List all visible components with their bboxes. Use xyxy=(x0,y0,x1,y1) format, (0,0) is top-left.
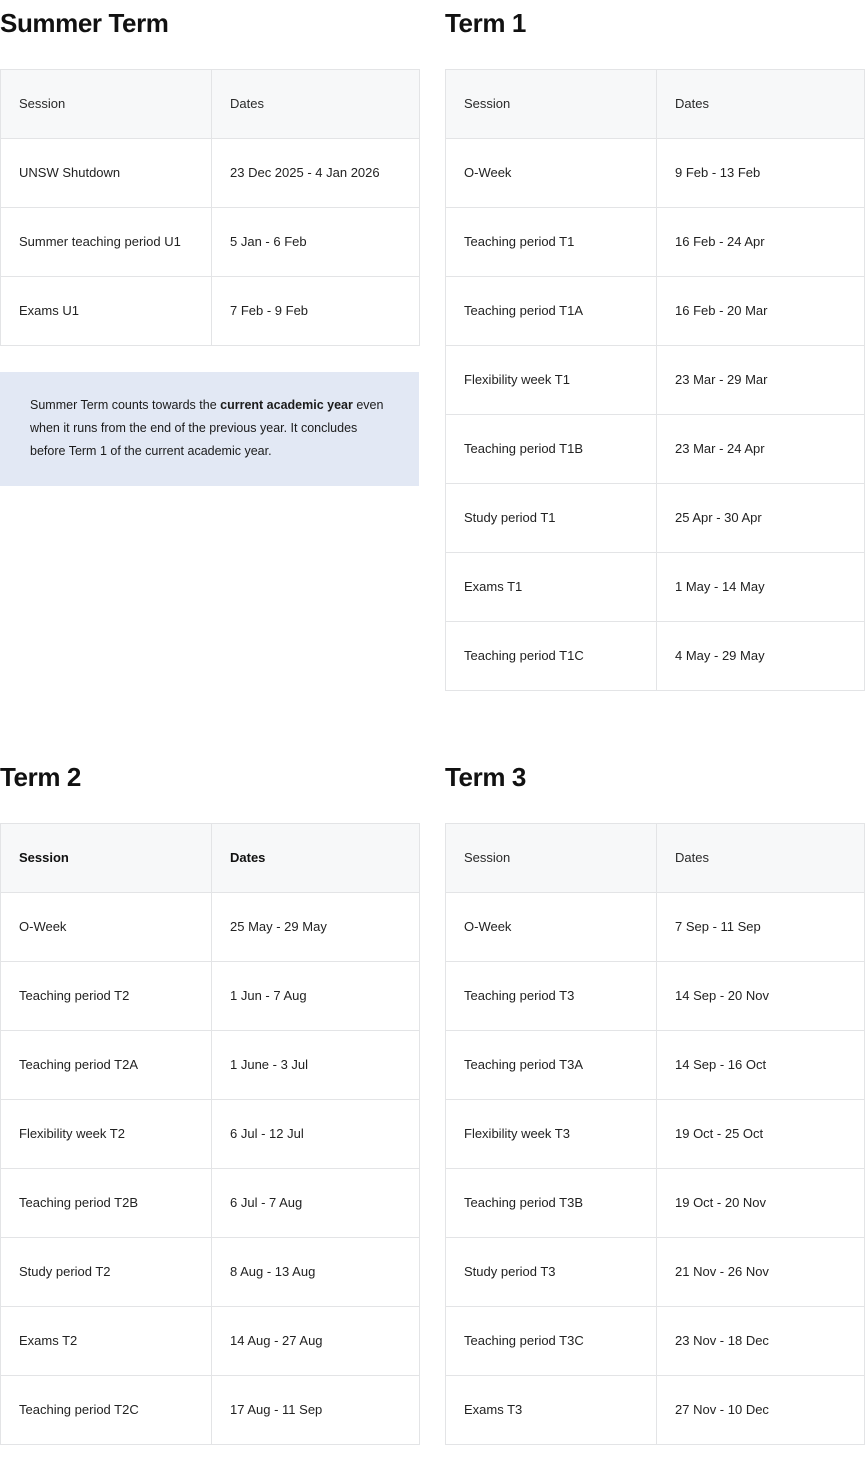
table-row xyxy=(446,1169,865,1238)
summer-term-note xyxy=(0,372,419,485)
cell-dates: 19 Oct - 20 Nov xyxy=(657,1169,865,1238)
cell-dates: 23 Mar - 24 Apr xyxy=(657,415,865,484)
summer-term-block xyxy=(0,8,419,486)
cell-session: Exams T3 xyxy=(446,1376,657,1445)
term-3-block xyxy=(445,762,864,1445)
summer-term-table xyxy=(0,69,420,346)
note-text-before: Summer Term counts towards the xyxy=(30,398,221,413)
page-title-term-3: Term 3 xyxy=(445,762,526,792)
cell-session: Flexibility week T2 xyxy=(1,1100,212,1169)
cell-dates: 23 Mar - 29 Mar xyxy=(657,346,865,415)
page-title-term-1: Term 1 xyxy=(445,8,526,38)
table-row xyxy=(1,1238,420,1307)
column-header-session: Session xyxy=(446,70,657,139)
cell-session: Teaching period T3A xyxy=(446,1031,657,1100)
table-row xyxy=(446,622,865,691)
cell-session: Teaching period T1C xyxy=(446,622,657,691)
note-text-after: even when it runs from the end of the previous year. It concludes before Term 1 of the current academic year. xyxy=(30,398,384,459)
table-row xyxy=(446,346,865,415)
cell-session: Flexibility week T1 xyxy=(446,346,657,415)
page-title-summer-term: Summer Term xyxy=(0,8,169,38)
cell-dates: 14 Aug - 27 Aug xyxy=(212,1307,420,1376)
cell-session: Exams T1 xyxy=(446,553,657,622)
cell-dates: 6 Jul - 12 Jul xyxy=(212,1100,420,1169)
column-header-dates: Dates xyxy=(657,70,865,139)
cell-dates: 23 Nov - 18 Dec xyxy=(657,1307,865,1376)
table-row xyxy=(446,277,865,346)
cell-dates: 14 Sep - 20 Nov xyxy=(657,962,865,1031)
table-row xyxy=(1,1169,420,1238)
cell-dates: 16 Feb - 24 Apr xyxy=(657,208,865,277)
term-2-table xyxy=(0,823,420,1445)
table-row xyxy=(1,1307,420,1376)
term-3-table xyxy=(445,823,865,1445)
cell-session: Study period T1 xyxy=(446,484,657,553)
cell-dates: 27 Nov - 10 Dec xyxy=(657,1376,865,1445)
cell-session: Teaching period T2 xyxy=(1,962,212,1031)
column-header-session: Session xyxy=(1,824,212,893)
note-text-bold: current academic year xyxy=(220,398,353,413)
cell-session: Teaching period T1 xyxy=(446,208,657,277)
cell-session: O-Week xyxy=(446,139,657,208)
column-header-dates: Dates xyxy=(212,70,420,139)
cell-dates: 7 Feb - 9 Feb xyxy=(212,277,420,346)
table-row xyxy=(1,277,420,346)
cell-dates: 9 Feb - 13 Feb xyxy=(657,139,865,208)
cell-dates: 25 May - 29 May xyxy=(212,893,420,962)
table-row xyxy=(446,1307,865,1376)
cell-session: O-Week xyxy=(1,893,212,962)
cell-session: Teaching period T2A xyxy=(1,1031,212,1100)
term-2-block xyxy=(0,762,419,1445)
column-header-session: Session xyxy=(446,824,657,893)
cell-session: Flexibility week T3 xyxy=(446,1100,657,1169)
cell-dates: 17 Aug - 11 Sep xyxy=(212,1376,420,1445)
table-row xyxy=(446,415,865,484)
table-row xyxy=(446,1031,865,1100)
cell-dates: 19 Oct - 25 Oct xyxy=(657,1100,865,1169)
cell-session: Summer teaching period U1 xyxy=(1,208,212,277)
column-header-dates: Dates xyxy=(657,824,865,893)
cell-dates: 1 May - 14 May xyxy=(657,553,865,622)
table-row xyxy=(446,962,865,1031)
table-row xyxy=(446,1100,865,1169)
cell-dates: 16 Feb - 20 Mar xyxy=(657,277,865,346)
table-row xyxy=(446,553,865,622)
table-row xyxy=(1,1376,420,1445)
cell-dates: 25 Apr - 30 Apr xyxy=(657,484,865,553)
table-row xyxy=(446,893,865,962)
cell-dates: 1 June - 3 Jul xyxy=(212,1031,420,1100)
cell-session: Teaching period T3 xyxy=(446,962,657,1031)
table-row xyxy=(1,962,420,1031)
cell-session: Exams U1 xyxy=(1,277,212,346)
term-1-block xyxy=(445,8,864,691)
table-header-row xyxy=(1,70,420,139)
table-row xyxy=(446,1376,865,1445)
table-row xyxy=(446,208,865,277)
cell-session: Study period T2 xyxy=(1,1238,212,1307)
cell-dates: 8 Aug - 13 Aug xyxy=(212,1238,420,1307)
cell-session: Teaching period T1A xyxy=(446,277,657,346)
table-row xyxy=(1,893,420,962)
cell-dates: 7 Sep - 11 Sep xyxy=(657,893,865,962)
cell-dates: 4 May - 29 May xyxy=(657,622,865,691)
table-header-row xyxy=(446,70,865,139)
cell-dates: 6 Jul - 7 Aug xyxy=(212,1169,420,1238)
cell-session: Teaching period T1B xyxy=(446,415,657,484)
cell-session: Teaching period T3C xyxy=(446,1307,657,1376)
cell-session: Teaching period T2C xyxy=(1,1376,212,1445)
table-row xyxy=(1,1100,420,1169)
table-row xyxy=(446,1238,865,1307)
column-header-session: Session xyxy=(1,70,212,139)
table-header-row xyxy=(1,824,420,893)
cell-session: Study period T3 xyxy=(446,1238,657,1307)
cell-dates: 21 Nov - 26 Nov xyxy=(657,1238,865,1307)
cell-dates: 1 Jun - 7 Aug xyxy=(212,962,420,1031)
table-row xyxy=(446,484,865,553)
table-row xyxy=(1,208,420,277)
table-row xyxy=(1,1031,420,1100)
cell-dates: 14 Sep - 16 Oct xyxy=(657,1031,865,1100)
table-row xyxy=(446,139,865,208)
column-header-dates: Dates xyxy=(212,824,420,893)
cell-session: Teaching period T3B xyxy=(446,1169,657,1238)
cell-session: Teaching period T2B xyxy=(1,1169,212,1238)
term-1-table xyxy=(445,69,865,691)
table-header-row xyxy=(446,824,865,893)
cell-session: O-Week xyxy=(446,893,657,962)
cell-dates: 23 Dec 2025 - 4 Jan 2026 xyxy=(212,139,420,208)
cell-dates: 5 Jan - 6 Feb xyxy=(212,208,420,277)
table-row xyxy=(1,139,420,208)
cell-session: Exams T2 xyxy=(1,1307,212,1376)
page-title-term-2: Term 2 xyxy=(0,762,81,792)
cell-session: UNSW Shutdown xyxy=(1,139,212,208)
